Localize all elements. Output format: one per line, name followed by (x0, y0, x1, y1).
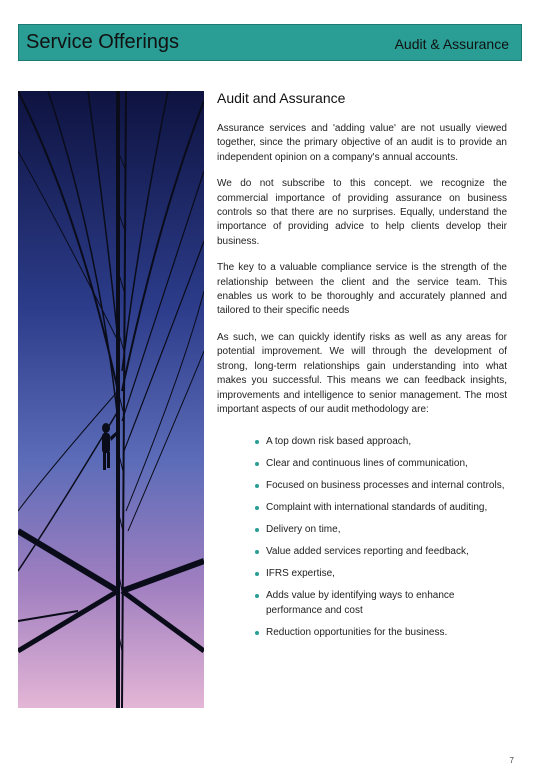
list-item (255, 434, 507, 449)
paragraph: Assurance services and 'adding value' are not usually viewed together, since the primary objective of an audit is to provide an independent opinion on a company's annual accounts. (217, 123, 507, 163)
list-item-text: IFRS expertise, (266, 568, 335, 580)
paragraph: The key to a valuable compliance service is the strength of the relationship between the client and the service team. This enables us work to be thoroughly and accurately planned and tailored to their specific needs (217, 262, 507, 317)
section-label: Audit & Assurance (394, 36, 509, 52)
bullet-icon (255, 550, 259, 554)
bullet-icon (255, 440, 259, 444)
paragraph: We do not subscribe to this concept. we recognize the commercial importance of providing assurance on business controls so that there are no surprises. Equally, understand the importance of providing advice to help clients develop their business. (217, 178, 507, 247)
list-item (255, 566, 507, 581)
list-item (255, 500, 507, 515)
header-bar (18, 24, 522, 61)
list-item-text: Adds value by identifying ways to enhance performance and cost (266, 590, 455, 617)
list-item (255, 478, 507, 493)
list-item-text: Reduction opportunities for the business. (266, 627, 448, 639)
photo-icon (18, 91, 204, 708)
bullet-icon (255, 484, 259, 488)
list-item-text: Clear and continuous lines of communication, (266, 458, 468, 470)
list-item (255, 588, 507, 618)
tower-photo (18, 91, 204, 708)
list-item (255, 522, 507, 537)
section-heading: Audit and Assurance (217, 90, 346, 106)
page-title: Service Offerings (26, 31, 180, 53)
bullet-icon (255, 631, 259, 635)
list-item-text: Focused on business processes and internal controls, (266, 480, 505, 492)
bullet-icon (255, 528, 259, 532)
list-item (255, 456, 507, 471)
bullet-icon (255, 594, 259, 598)
methodology-list (217, 434, 507, 640)
list-item-text: Complaint with international standards of auditing, (266, 502, 488, 514)
main-content (217, 90, 507, 647)
page-number: 7 (509, 756, 514, 765)
list-item-text: Value added services reporting and feedback, (266, 546, 469, 558)
bullet-icon (255, 462, 259, 466)
list-item-text: A top down risk based approach, (266, 436, 412, 448)
list-item (255, 544, 507, 559)
bullet-icon (255, 572, 259, 576)
list-item-text: Delivery on time, (266, 524, 341, 536)
list-item (255, 625, 507, 640)
paragraph: As such, we can quickly identify risks as well as any areas for potential improvement. We will through the development of strong, long-term relationships gain understanding into what makes you successful. This means we can feedback insights, improvements and intelligence to senior management. The most important aspects of our audit methodology are: (217, 331, 507, 415)
bullet-icon (255, 506, 259, 510)
